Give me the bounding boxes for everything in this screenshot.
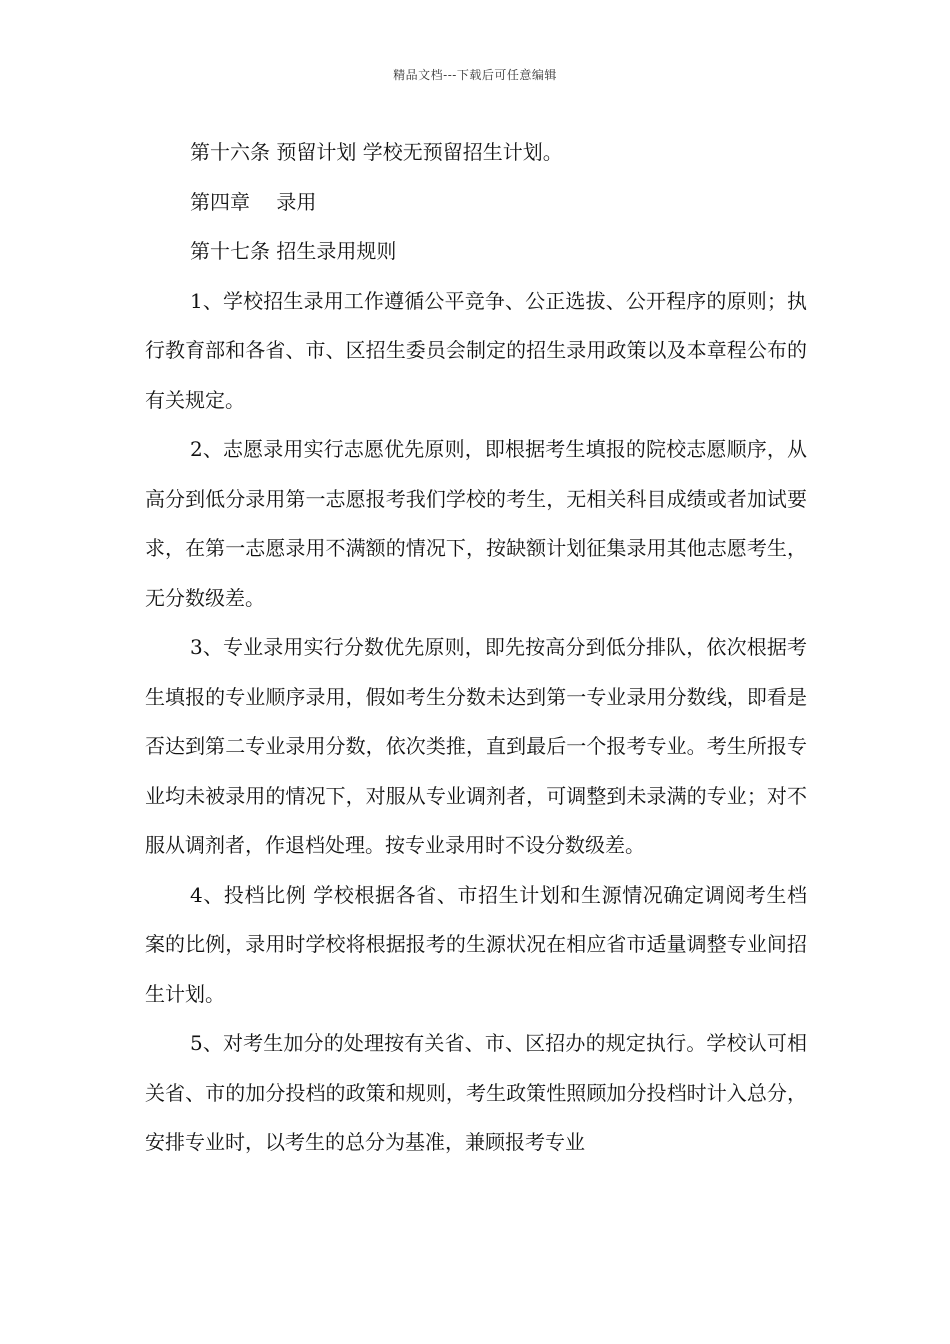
chapter-4-heading: 第四章 录用 — [190, 189, 317, 214]
rule-2-paragraph: 2、志愿录用实行志愿优先原则，即根据考生填报的院校志愿顺序，从高分到低分录用第一志愿报考我们学校的考生，无相关科目成绩或者加试要求，在第一志愿录用不满额的情况下，按缺额计划征集录用其他志愿考生，无分数级差。 — [145, 437, 807, 610]
article-16: 第十六条 预留计划 学校无预留招生计划。 — [190, 140, 563, 164]
document-body — [145, 128, 807, 1168]
page-header: 精品文档---下载后可任意编辑 — [393, 68, 557, 82]
rule-1-paragraph: 1、学校招生录用工作遵循公平竞争、公正选拔、公开程序的原则；执行教育部和各省、市、区招生委员会制定的招生录用政策以及本章程公布的有关规定。 — [145, 288, 807, 412]
rule-5-paragraph: 5、对考生加分的处理按有关省、市、区招办的规定执行。学校认可相关省、市的加分投档的政策和规则，考生政策性照顾加分投档时计入总分，安排专业时，以考生的总分为基准，兼顾报考专业 — [145, 1031, 807, 1154]
article-17-heading: 第十七条 招生录用规则 — [190, 239, 397, 263]
rule-4-paragraph: 4、投档比例 学校根据各省、市招生计划和生源情况确定调阅考生档案的比例，录用时学校将根据报考的生源状况在相应省市适量调整专业间招生计划。 — [145, 882, 807, 1006]
rule-3-paragraph: 3、专业录用实行分数优先原则，即先按高分到低分排队，依次根据考生填报的专业顺序录用，假如考生分数未达到第一专业录用分数线，即看是否达到第二专业录用分数，依次类推，直到最后一个报考专业。考生所报专业均未被录用的情况下，对服从专业调剂者，可调整到未录满的专业；对不服从调剂者，作退档处理。按专业录用时不设分数级差。 — [145, 635, 807, 857]
